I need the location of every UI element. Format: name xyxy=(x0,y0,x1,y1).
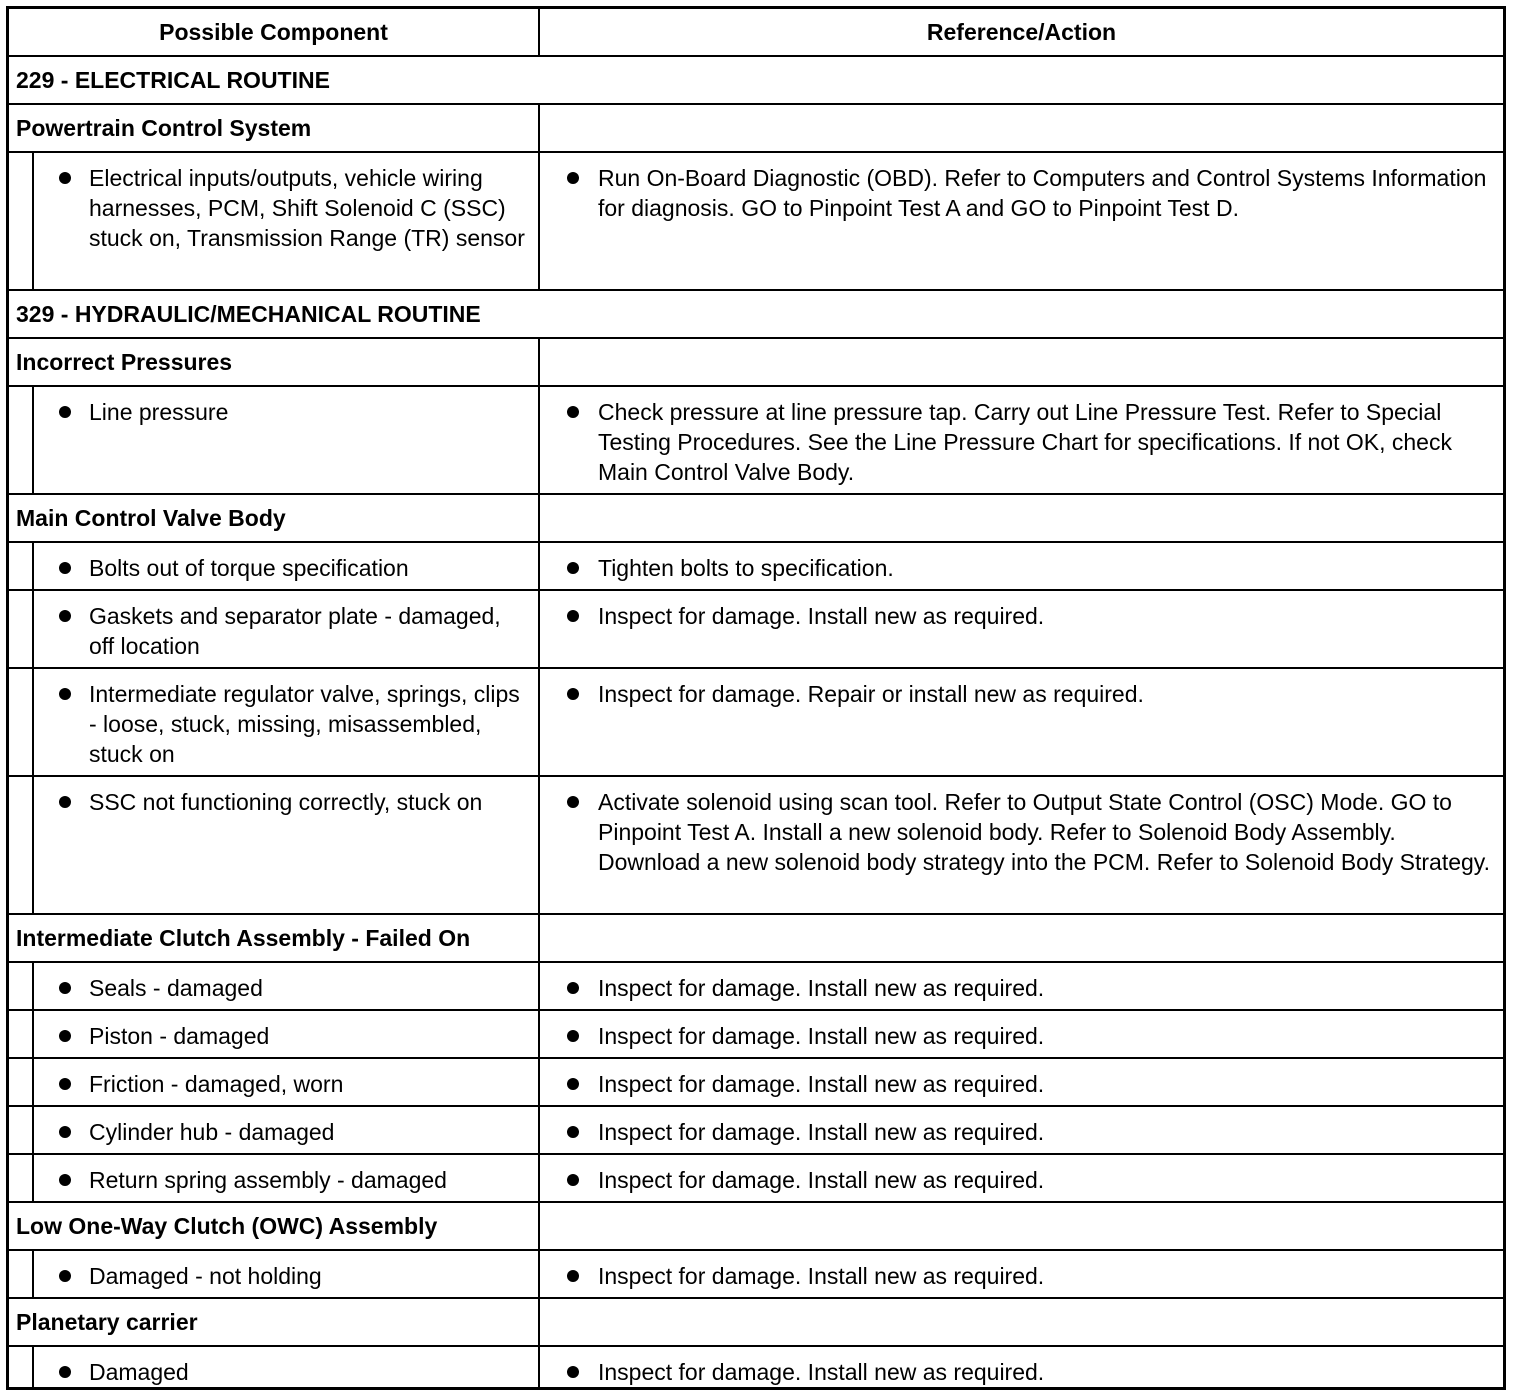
diagnostic-table xyxy=(6,6,1506,1390)
bullet-icon xyxy=(59,1078,71,1090)
header-possible-component: Possible Component xyxy=(9,9,540,55)
bullet-icon xyxy=(567,1078,579,1090)
indent-column xyxy=(9,1107,34,1153)
bullet-icon xyxy=(59,562,71,574)
table-row xyxy=(9,591,1503,669)
group-title-intermediate-clutch: Intermediate Clutch Assembly - Failed On xyxy=(9,915,540,961)
table-row xyxy=(9,1155,1503,1203)
bullet-icon xyxy=(59,1174,71,1186)
bullet-icon xyxy=(59,796,71,808)
group-empty-cell xyxy=(540,339,1503,385)
section-title-329: 329 - HYDRAULIC/MECHANICAL ROUTINE xyxy=(16,301,481,327)
action-text: Inspect for damage. Install new as required. xyxy=(598,603,1045,629)
group-row-main-control-valve-body xyxy=(9,495,1503,543)
component-text: Line pressure xyxy=(89,399,229,425)
component-text: Seals - damaged xyxy=(89,975,263,1001)
component-text: Intermediate regulator valve, springs, clips - loose, stuck, missing, misassembled, stuck on xyxy=(89,681,520,767)
bullet-icon xyxy=(567,1270,579,1282)
action-text: Inspect for damage. Install new as required. xyxy=(598,1071,1045,1097)
group-row-low-owc xyxy=(9,1203,1503,1251)
group-title-incorrect-pressures: Incorrect Pressures xyxy=(9,339,540,385)
table-row xyxy=(9,963,1503,1011)
group-title-planetary-carrier: Planetary carrier xyxy=(9,1299,540,1345)
bullet-icon xyxy=(59,1030,71,1042)
action-text: Inspect for damage. Repair or install new as required. xyxy=(598,681,1144,707)
action-text: Inspect for damage. Install new as required. xyxy=(598,975,1045,1001)
bullet-icon xyxy=(567,1366,579,1378)
action-text: Activate solenoid using scan tool. Refer to Output State Control (OSC) Mode. GO to Pinpoint Test A. Install a new solenoid body. Refer to Solenoid Body Assembly. Download a new solenoid body strategy into the PCM. Refer to Solenoid Body Strategy. xyxy=(598,789,1490,875)
action-text: Inspect for damage. Install new as required. xyxy=(598,1359,1045,1385)
bullet-icon xyxy=(567,1126,579,1138)
component-text: Damaged - not holding xyxy=(89,1263,322,1289)
component-text: Piston - damaged xyxy=(89,1023,270,1049)
bullet-icon xyxy=(59,1126,71,1138)
bullet-icon xyxy=(567,562,579,574)
group-empty-cell xyxy=(540,1203,1503,1249)
group-title-low-owc: Low One-Way Clutch (OWC) Assembly xyxy=(9,1203,540,1249)
section-row-229 xyxy=(9,57,1503,105)
component-text: Bolts out of torque specification xyxy=(89,555,409,581)
group-row-incorrect-pressures xyxy=(9,339,1503,387)
bullet-icon xyxy=(567,796,579,808)
component-text: SSC not functioning correctly, stuck on xyxy=(89,789,483,815)
bullet-icon xyxy=(59,1366,71,1378)
indent-column xyxy=(9,1011,34,1057)
group-empty-cell xyxy=(540,105,1503,151)
indent-column xyxy=(9,669,34,775)
section-title-229: 229 - ELECTRICAL ROUTINE xyxy=(16,67,330,93)
table-row xyxy=(9,1107,1503,1155)
indent-column xyxy=(9,1155,34,1201)
indent-column xyxy=(9,1347,34,1387)
action-text: Inspect for damage. Install new as required. xyxy=(598,1119,1045,1145)
action-text: Inspect for damage. Install new as required. xyxy=(598,1023,1045,1049)
table-header-row xyxy=(9,9,1503,57)
bullet-icon xyxy=(59,688,71,700)
component-text: Damaged xyxy=(89,1359,189,1385)
bullet-icon xyxy=(567,688,579,700)
table-row xyxy=(9,1347,1503,1387)
group-empty-cell xyxy=(540,495,1503,541)
indent-column xyxy=(9,153,34,289)
table-row xyxy=(9,1011,1503,1059)
bullet-icon xyxy=(567,1174,579,1186)
group-row-powertrain xyxy=(9,105,1503,153)
component-text: Return spring assembly - damaged xyxy=(89,1167,447,1193)
component-text: Friction - damaged, worn xyxy=(89,1071,344,1097)
indent-column xyxy=(9,1251,34,1297)
table-row xyxy=(9,1251,1503,1299)
action-text: Inspect for damage. Install new as required. xyxy=(598,1167,1045,1193)
bullet-icon xyxy=(59,406,71,418)
group-title-powertrain: Powertrain Control System xyxy=(9,105,540,151)
table-row xyxy=(9,153,1503,291)
indent-column xyxy=(9,1059,34,1105)
indent-column xyxy=(9,591,34,667)
table-row xyxy=(9,669,1503,777)
bullet-icon xyxy=(59,172,71,184)
header-reference-action: Reference/Action xyxy=(926,19,1117,45)
bullet-icon xyxy=(567,1030,579,1042)
group-title-main-control-valve-body: Main Control Valve Body xyxy=(9,495,540,541)
component-text: Electrical inputs/outputs, vehicle wiring harnesses, PCM, Shift Solenoid C (SSC) stuck on, Transmission Range (TR) sensor xyxy=(89,165,525,251)
bullet-icon xyxy=(567,982,579,994)
bullet-icon xyxy=(59,610,71,622)
bullet-icon xyxy=(59,1270,71,1282)
indent-column xyxy=(9,387,34,493)
action-text: Tighten bolts to specification. xyxy=(598,555,894,581)
bullet-icon xyxy=(567,172,579,184)
action-text: Check pressure at line pressure tap. Carry out Line Pressure Test. Refer to Special Testing Procedures. See the Line Pressure Chart for specifications. If not OK, check Main Control Valve Body. xyxy=(598,399,1452,485)
group-row-planetary-carrier xyxy=(9,1299,1503,1347)
indent-column xyxy=(9,777,34,913)
bullet-icon xyxy=(59,982,71,994)
indent-column xyxy=(9,543,34,589)
component-text: Cylinder hub - damaged xyxy=(89,1119,335,1145)
group-empty-cell xyxy=(540,915,1503,961)
action-text: Run On-Board Diagnostic (OBD). Refer to Computers and Control Systems Information for diagnosis. GO to Pinpoint Test A and GO to Pinpoint Test D. xyxy=(598,165,1487,221)
table-row xyxy=(9,387,1503,495)
bullet-icon xyxy=(567,406,579,418)
indent-column xyxy=(9,963,34,1009)
table-row xyxy=(9,777,1503,915)
bullet-icon xyxy=(567,610,579,622)
group-empty-cell xyxy=(540,1299,1503,1345)
action-text: Inspect for damage. Install new as required. xyxy=(598,1263,1045,1289)
section-row-329 xyxy=(9,291,1503,339)
group-row-intermediate-clutch xyxy=(9,915,1503,963)
table-row xyxy=(9,543,1503,591)
table-row xyxy=(9,1059,1503,1107)
component-text: Gaskets and separator plate - damaged, off location xyxy=(89,603,501,659)
